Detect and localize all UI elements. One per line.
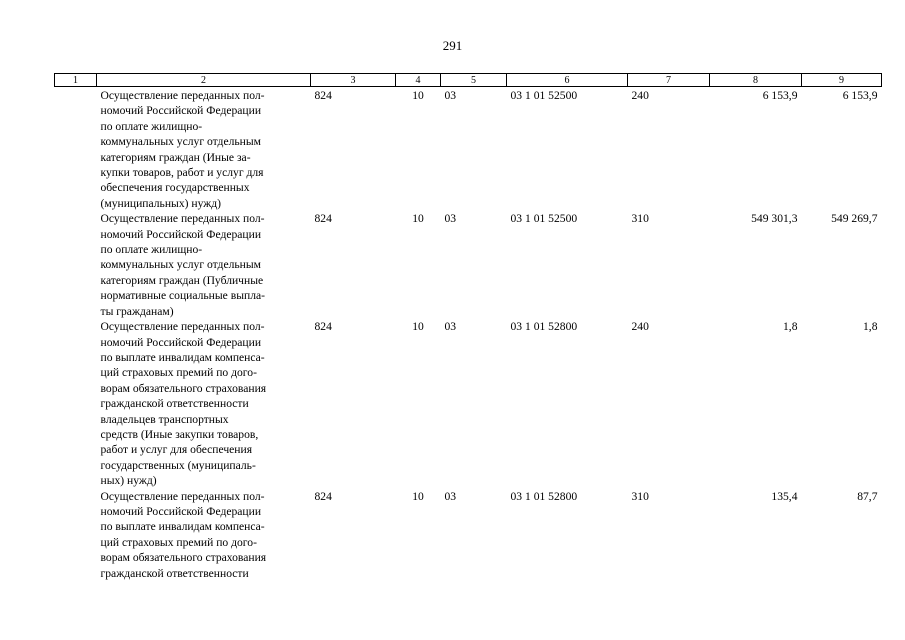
column-header-2: 2 [97,74,311,87]
column-header-1: 1 [55,74,97,87]
column-header-6: 6 [507,74,628,87]
description-line: по оплате жилищно- [100,243,203,257]
cell-subsection: 03 [444,212,457,226]
column-header-4: 4 [396,74,441,87]
cell-expense-type: 240 [631,89,649,102]
description-line: номочий Российской Федерации [100,104,262,118]
table-row [55,87,882,212]
description-line: по оплате жилищно- [100,119,203,133]
budget-table [54,73,882,581]
table-row [55,211,882,319]
cell-section: 10 [412,212,424,226]
cell-subsection: 03 [444,320,457,334]
cell-target-article: 03 1 01 52800 [510,320,578,334]
description-line: обеспечения государственных [100,181,250,195]
cell-description [97,211,311,319]
page-number: 291 [442,38,463,53]
description-line: Осуществление переданных пол- [100,212,265,226]
cell-amount-8: 135,4 [771,489,798,503]
description-line: владельцев транспортных [100,412,229,426]
description-line: по выплате инвалидам компенса- [100,350,265,364]
description-line: гражданской ответственности [100,566,249,580]
table-row [55,489,882,581]
description-line: по выплате инвалидам компенса- [100,520,265,534]
description-line: купки товаров, работ и услуг для [100,166,264,180]
cell-description [97,319,311,488]
description-line: номочий Российской Федерации [100,335,262,349]
description-line: номочий Российской Федерации [100,227,262,241]
cell-ministry-code: 824 [314,212,332,226]
description-line: ворам обязательного страхования [100,551,267,565]
description-line: гражданской ответственности [100,397,249,411]
cell-amount-8: 549 301,3 [751,212,798,226]
column-header-5: 5 [441,74,507,87]
cell-section: 10 [412,320,424,334]
description-line: коммунальных услуг отдельным [100,258,261,272]
description-line: ворам обязательного страхования [100,381,267,395]
cell-section: 10 [412,89,424,102]
description-line: категориям граждан (Публичные [100,273,264,287]
description-line: работ и услуг для обеспечения [100,443,253,457]
cell-ministry-code: 824 [314,320,332,334]
cell-amount-8: 1,8 [783,320,798,334]
cell-target-article: 03 1 01 52500 [510,89,578,102]
cell-description [97,489,311,581]
cell-amount-9: 549 269,7 [831,212,878,226]
cell-expense-type: 240 [631,320,649,334]
column-header-8: 8 [710,74,802,87]
description-line: Осуществление переданных пол- [100,489,265,503]
column-header-3: 3 [311,74,396,87]
cell-col1 [55,489,97,581]
description-line: ций страховых премий по дого- [100,535,257,549]
description-line: категориям граждан (Иные за- [100,150,251,164]
cell-section: 10 [412,489,424,503]
cell-amount-9: 6 153,9 [842,89,878,102]
cell-description [97,87,311,212]
cell-col1 [55,319,97,488]
description-line: государственных (муниципаль- [100,458,256,472]
column-header-7: 7 [628,74,710,87]
cell-expense-type: 310 [631,489,649,503]
cell-amount-9: 1,8 [863,320,878,334]
header-row [55,74,882,87]
cell-col1 [55,87,97,212]
cell-expense-type: 310 [631,212,649,226]
description-line: ций страховых премий по дого- [100,366,257,380]
description-line: (муниципальных) нужд) [100,196,222,210]
description-line: Осуществление переданных пол- [100,89,265,102]
cell-subsection: 03 [444,89,457,102]
table-header [55,74,882,87]
description-line: Осуществление переданных пол- [100,320,265,334]
cell-subsection: 03 [444,489,457,503]
cell-col1 [55,211,97,319]
column-header-9: 9 [802,74,882,87]
description-line: ных) нужд) [100,474,157,488]
description-line: номочий Российской Федерации [100,504,262,518]
cell-target-article: 03 1 01 52500 [510,212,578,226]
description-line: коммунальных услуг отдельным [100,135,261,149]
cell-ministry-code: 824 [314,489,332,503]
table-row [55,319,882,488]
cell-ministry-code: 824 [314,89,332,102]
cell-target-article: 03 1 01 52800 [510,489,578,503]
cell-amount-9: 87,7 [857,489,878,503]
description-line: нормативные социальные выпла- [100,289,265,303]
description-line: ты гражданам) [100,304,174,318]
description-line: средств (Иные закупки товаров, [100,427,259,441]
cell-amount-8: 6 153,9 [762,89,798,102]
table-body [55,87,882,582]
